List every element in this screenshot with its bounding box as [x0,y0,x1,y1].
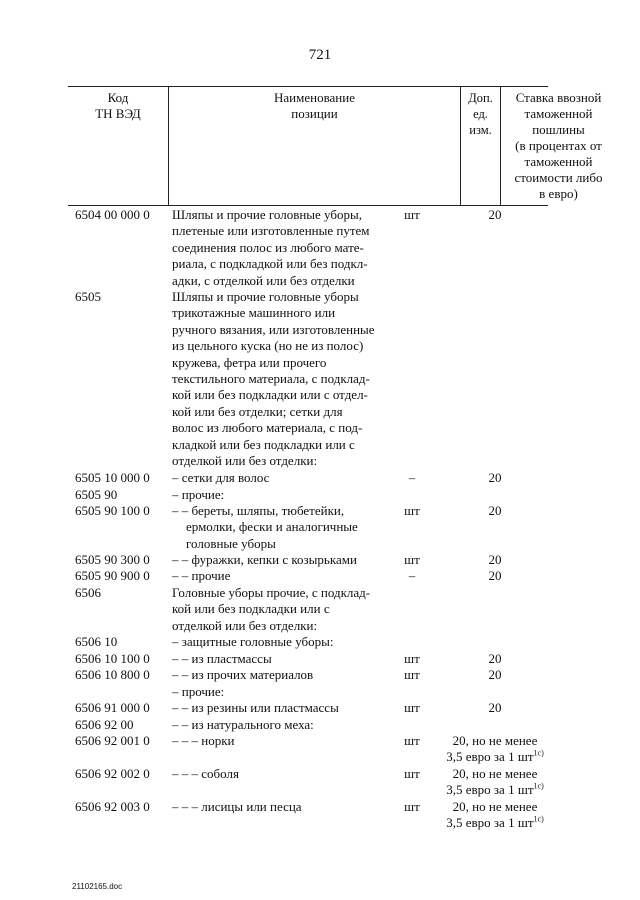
duty-rate-line: 20, но не менее [452,799,538,814]
duty-rate [436,667,554,683]
duty-rate-line: 20 [488,207,502,222]
tn-ved-code: 6504 00 000 0 [75,207,150,222]
position-name-line: из цельного куска (но не из полос) [172,338,364,354]
position-name [172,552,394,568]
unit-of-measure: шт [404,651,420,666]
tn-ved-code: 6506 10 100 0 [75,651,150,666]
position-name [172,684,394,700]
unit-of-measure: – [408,568,416,583]
duty-rate-line: 20 [488,700,502,715]
header-name-line: позиции [291,106,338,121]
position-name-line: – – – норки [172,733,235,748]
duty-rate-line: 20 [488,667,502,682]
position-name-line: – – из резины или пластмассы [172,700,339,715]
position-name-line: волос из любого материала, с под- [172,420,363,436]
header-rate-line: Ставка ввозной [515,90,602,105]
position-name [172,700,394,716]
header-unit-line: изм. [469,123,492,137]
duty-rate [436,733,554,766]
position-name-line: – прочие: [172,487,225,502]
position-name-line: – прочие: [172,684,225,699]
tn-ved-code: 6506 92 001 0 [75,733,150,748]
tn-ved-code: 6505 10 000 0 [75,470,150,485]
position-name-line: головные уборы [186,535,276,551]
header-rate-line: (в процентах от [515,138,602,153]
position-name-line: отделкой или без отделки: [172,617,318,633]
header-code-line: Код [107,90,129,105]
position-name [172,503,394,552]
position-name [172,634,394,650]
position-name-line: ручного вязания, или изготовленные [172,321,375,337]
position-name-line: плетеные или изготовленные путем [172,223,370,239]
duty-rate [436,700,554,716]
position-name-line: Головные уборы прочие, с подклад- [172,585,371,600]
position-name-line: – защитные головные уборы: [172,634,334,649]
position-name-line: – – из натурального меха: [172,717,314,732]
tn-ved-code: 6506 10 [75,634,118,649]
duty-rate-line: 3,5 евро за 1 $шт^{1с)}$ [446,782,544,798]
tn-ved-code: 6505 90 [75,487,118,502]
tn-ved-code: 6505 90 900 0 [75,568,150,583]
position-name-line: текстильного материала, с подклад- [172,371,370,387]
position-name-line: – – прочие [172,568,231,583]
header-rate-line: в евро) [539,186,578,201]
footnote-ref: 1с) [533,815,544,825]
duty-rate [436,552,554,568]
footnote-ref: 1с) [533,782,544,792]
position-name [172,799,394,815]
duty-rate [436,766,554,799]
header-rate-line: пошлины [532,122,585,137]
duty-rate [436,207,554,223]
position-name [172,733,394,749]
duty-rate-line: 20 [488,470,502,485]
position-name [172,487,394,503]
position-name-line: кой или без подкладки или с отдел- [172,387,368,403]
unit-of-measure: шт [404,799,420,814]
unit-of-measure: шт [404,766,420,781]
position-name-line: соединения полос из любого мате- [172,239,364,255]
duty-rate-line: 20 [488,651,502,666]
position-name-line: – – из пластмассы [172,651,272,666]
header-unit-line: Доп. [468,91,493,105]
duty-rate [436,568,554,584]
duty-rate-line: 3,5 евро за 1 $шт^{1с)}$ [446,749,544,765]
position-name-line: Шляпы и прочие головные уборы, [172,207,362,222]
tn-ved-code: 6506 92 003 0 [75,799,150,814]
position-name-line: – – береты, шляпы, тюбетейки, [172,503,345,518]
duty-rate-line: 20 [488,552,502,567]
duty-rate [436,503,554,519]
duty-rate [436,799,554,832]
position-name-line: – – из прочих материалов [172,667,314,682]
position-name [172,766,394,782]
tn-ved-code: 6505 90 300 0 [75,552,150,567]
position-name-line: отделкой или без отделки: [172,453,318,469]
position-name [172,651,394,667]
tn-ved-code: 6506 [75,585,101,600]
position-name [172,717,394,733]
header-rate-line: таможенной [524,106,593,121]
position-name-line: адки, с отделкой или без отделки [172,272,355,288]
duty-rate [436,470,554,486]
position-name-line: – – фуражки, кепки с козырьками [172,552,357,567]
position-name-line: – – – лисицы или песца [172,799,302,814]
position-name-line: – – – соболя [172,766,239,781]
tn-ved-code: 6506 92 002 0 [75,766,150,781]
position-name-line: кружева, фетра или прочего [172,354,327,370]
position-name-line: риала, с подкладкой или без подкл- [172,256,368,272]
header-rate-line: стоимости либо [514,170,603,185]
tn-ved-code: 6506 92 00 [75,717,134,732]
unit-of-measure: шт [404,552,420,567]
tn-ved-code: 6505 [75,289,101,304]
unit-of-measure: шт [404,700,420,715]
duty-rate-line: 3,5 евро за 1 $шт^{1с)}$ [446,815,544,831]
header-code-line: ТН ВЭД [95,106,141,121]
position-name [172,585,394,634]
tn-ved-code: 6506 10 800 0 [75,667,150,682]
duty-rate-line: 20, но не менее [452,766,538,781]
page-number: 721 [308,47,332,63]
unit-of-measure: шт [404,733,420,748]
unit-of-measure: шт [404,503,420,518]
position-name-line: – сетки для волос [172,470,270,485]
position-name [172,207,394,289]
duty-rate-line: 20 [488,568,502,583]
footer-filename: 21102165.doc [72,882,123,891]
position-name [172,568,394,584]
header-rate-line: таможенной [524,154,593,169]
position-name [172,470,394,486]
unit-of-measure: шт [404,207,420,222]
unit-of-measure: шт [404,667,420,682]
duty-rate [436,651,554,667]
position-name-line: трикотажные машинного или [172,305,336,321]
duty-rate-line: 20, но не менее [452,733,538,748]
footnote-ref: 1с) [533,749,544,759]
header-name-line: Наименование [274,90,355,105]
position-name [172,289,394,469]
header-unit-line: ед. [473,107,488,121]
unit-of-measure: – [408,470,416,485]
position-name-line: кой или без отделки; сетки для [172,403,343,419]
position-name-line: Шляпы и прочие головные уборы [172,289,359,304]
position-name-line: ермолки, фески и аналогичные [186,519,358,535]
duty-rate-line: 20 [488,503,502,518]
position-name [172,667,394,683]
tn-ved-code: 6506 91 000 0 [75,700,150,715]
position-name-line: кой или без подкладки или с [172,601,330,617]
position-name-line: кладкой или без подкладки или с [172,436,355,452]
tn-ved-code: 6505 90 100 0 [75,503,150,518]
